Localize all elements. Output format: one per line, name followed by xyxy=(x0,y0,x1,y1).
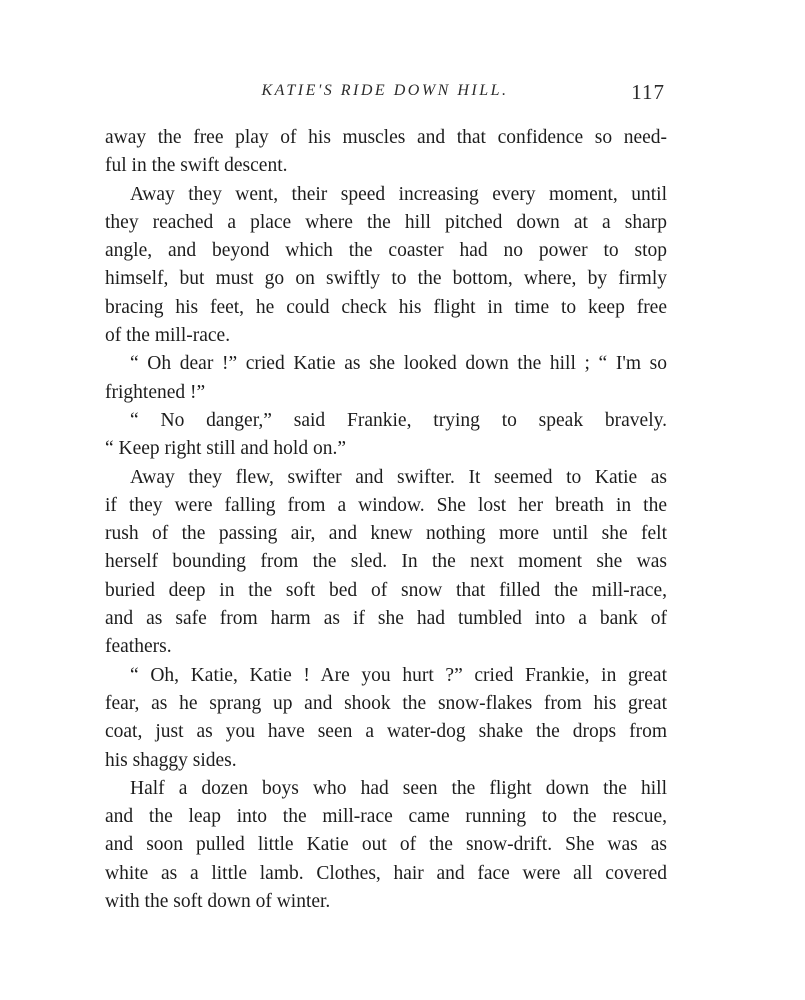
text-line: of the mill-race. xyxy=(105,325,231,347)
text-line: they reached a place where the hill pitched down at a sharp xyxy=(105,211,667,233)
text-line: buried deep in the soft bed of snow that filled the mill-race, xyxy=(105,579,667,601)
text-line: with the soft down of winter. xyxy=(105,891,331,913)
text-line: “ No danger,” said Frankie, trying to speak bravely. xyxy=(130,409,667,431)
text-line: herself bounding from the sled. In the next moment she was xyxy=(105,551,667,573)
text-line: if they were falling from a window. She lost her breath in the xyxy=(105,494,667,516)
text-line: away the free play of his muscles and that confidence so need- xyxy=(105,127,667,148)
text-line: white as a little lamb. Clothes, hair and face were all covered xyxy=(105,862,667,884)
text-line: rush of the passing air, and knew nothing more until she felt xyxy=(105,523,667,545)
text-line: “ Oh, Katie, Katie ! Are you hurt ?” cried Frankie, in great xyxy=(130,664,667,686)
text-line: Away they flew, swifter and swifter. It seemed to Katie as xyxy=(130,466,667,488)
text-line: and soon pulled little Katie out of the snow-drift. She was as xyxy=(105,834,667,856)
running-title: KATIE'S RIDE DOWN HILL. xyxy=(261,82,509,99)
text-line: “ Keep right still and hold on.” xyxy=(105,438,346,460)
text-line: Half a dozen boys who had seen the flight down the hill xyxy=(130,777,667,799)
text-line: bracing his feet, he could check his flight in time to keep free xyxy=(105,296,667,318)
text-line: and as safe from harm as if she had tumbled into a bank of xyxy=(105,608,667,630)
body-text xyxy=(105,124,667,916)
text-line: and the leap into the mill-race came running to the rescue, xyxy=(105,806,667,828)
text-line: frightened !” xyxy=(105,381,206,403)
text-line: fear, as he sprang up and shook the snow-flakes from his great xyxy=(105,692,667,714)
text-line: himself, but must go on swiftly to the bottom, where, by firmly xyxy=(105,268,667,290)
text-line: his shaggy sides. xyxy=(105,749,237,771)
text-line: coat, just as you have seen a water-dog shake the drops from xyxy=(105,721,667,743)
running-head xyxy=(105,80,665,110)
text-line: Away they went, their speed increasing every moment, until xyxy=(130,183,667,205)
text-line: ful in the swift descent. xyxy=(105,155,288,177)
text-line: angle, and beyond which the coaster had no power to stop xyxy=(105,240,667,262)
text-line: “ Oh dear !” cried Katie as she looked down the hill ; “ I'm so xyxy=(130,353,667,375)
text-line: feathers. xyxy=(105,636,172,658)
page-number: 117 xyxy=(631,80,665,104)
